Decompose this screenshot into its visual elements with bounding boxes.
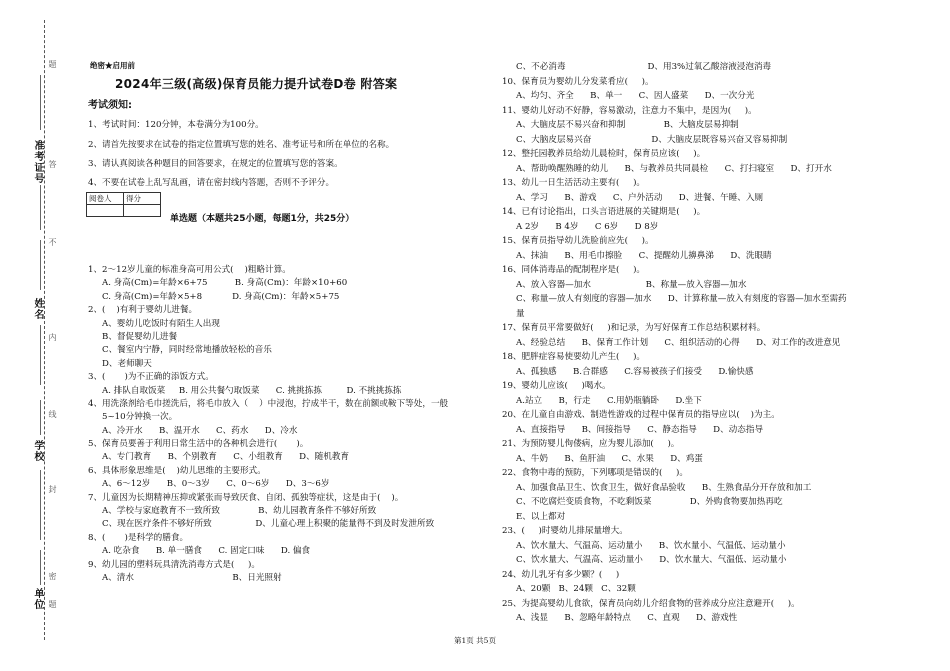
seal-mark: 封	[48, 485, 57, 493]
exam-number-label: 准考证号	[32, 140, 43, 184]
answer-option-line: A、6～12岁 B、0～3岁 C、0～6岁 D、3～6岁	[102, 479, 330, 490]
answer-option-line: A、抹油 B、用毛巾擦脸 C、提醒幼儿擤鼻涕 D、洗眼睛	[516, 250, 772, 261]
question-line: 11、婴幼儿好动不好静，容易激动，注意力不集中，是因为( )。	[502, 105, 757, 116]
answer-option-line: A. 身高(Cm)=年龄×6+75 B. 身高(Cm)：年龄×10+60	[102, 278, 348, 289]
question-line: 25、为提高婴幼儿食欲，保育员向幼儿介绍食物的营养成分应注意避开( )。	[502, 598, 800, 609]
question-line: 19、婴幼儿应该( )喝水。	[502, 381, 611, 391]
question-line: 16、同体消毒品的配制程序是( )。	[502, 265, 646, 275]
answer-option-line: A、冷开水 B、温开水 C、药水 D、冷水	[102, 425, 298, 436]
question-line: 17、保育员平常要做好( )和记录，为写好保育工作总结积累材料。	[502, 323, 766, 333]
question-line: 14、已有讨论指出，口头言语进展的关键期是( )。	[502, 207, 706, 217]
school-field-2[interactable]	[40, 470, 41, 540]
question-line: 21、为预防婴儿佝偻病，应为婴儿添加( )。	[502, 439, 680, 449]
seal-mark: 密	[48, 572, 57, 580]
exam-number-field[interactable]	[40, 75, 41, 130]
seal-mark: 答	[48, 160, 57, 168]
answer-option-line: A、学习 B、游戏 C、户外活动 D、进餐、午睡、入厕	[516, 192, 764, 203]
answer-option-line: C、称量—放人有刻度的容器—加水 D、计算称量—放入有刻度的容器—加水至需药	[516, 294, 847, 304]
answer-option-line: A、20颗 B、24颗 C、32颗	[516, 584, 636, 594]
question-line: 13、幼儿一日生活活动主要有( )。	[502, 178, 646, 188]
question-line: 20、在儿童自由游戏、制造性游戏的过程中保育员的指导应以( )为主。	[502, 410, 780, 420]
instruction-item: 1、考试时间：120分钟，本卷满分为100分。	[88, 120, 264, 130]
seal-line	[44, 20, 45, 640]
answer-option-line: A、牛奶 B、鱼肝油 C、水果 D、鸡蛋	[516, 453, 703, 464]
question-line: 5、保育员要善于利用日常生活中的各种机会进行( )。	[88, 439, 309, 450]
answer-option-line: A、清水 B、日光照射	[102, 572, 282, 583]
question-line: 8、( )是科学的膳食。	[88, 532, 189, 543]
instructions-title: 考试须知:	[88, 100, 132, 111]
answer-option-line: A、饮水量大、气温高、运动量小 B、饮水量小、气温低、运动量小	[516, 540, 786, 551]
question-line: 24、幼儿乳牙有多少颗？( )	[502, 569, 620, 580]
section-heading: 单选题（本题共25小题，每题1分，共25分）	[170, 214, 355, 224]
answer-option-line: A、婴幼儿吃饭时有陌生人出现	[102, 318, 220, 329]
instruction-item: 3、请认真阅读各种题目的回答要求，在规定的位置填写您的答案。	[88, 159, 343, 169]
question-line: 12、整托园教养员给幼儿晨检时，保育员应该( )。	[502, 149, 706, 159]
question-line: 2、( )有利于婴幼儿进餐。	[88, 305, 198, 316]
question-line: 4、用洗涤剂给毛巾搓洗后，将毛巾放入（ ）中浸泡，拧成半干，数在前额或鞍下等处，一般	[88, 398, 449, 409]
question-line: 1、2～12岁儿童的标准身高可用公式( )粗略计算。	[88, 265, 291, 275]
answer-option-line: C、大脑皮层易兴奋 D、大脑皮层既容易兴奋又容易抑制	[516, 134, 788, 145]
answer-option-line: A、大脑皮层不易兴奋和抑制 B、大脑皮层易抑制	[516, 120, 739, 130]
question-line: 9、幼儿园的塑料玩具清洗消毒方式是( )。	[88, 559, 260, 570]
question-line: 22、食物中毒的预防，下列哪项是错误的( )。	[502, 468, 688, 478]
question-line: 7、儿童因为长期精神压抑或紧张而导致厌食、自闭、孤独等症状，这是由于( )。	[88, 492, 404, 503]
left-column	[88, 264, 478, 585]
answer-option-line: A、直接指导 B、间接指导 C、静态指导 D、动态指导	[516, 424, 764, 435]
seal-mark: 题	[48, 600, 57, 608]
seal-mark: 内	[48, 333, 57, 341]
answer-option-line: C. 身高(Cm)=年龄×5+8 D. 身高(Cm)：年龄×5+75	[102, 291, 340, 302]
answer-option-line: C、不必消毒 D、用3%过氧乙酸溶液浸泡消毒	[516, 62, 772, 72]
question-line: 18、肥胖症容易使要幼儿产生( )。	[502, 352, 646, 362]
answer-option-line: A、放入容器—加水 B、称量—放入容器—加水	[516, 279, 747, 290]
unit-field[interactable]	[40, 550, 41, 585]
answer-option-line: C、饮水量大、气温高、运动量小 D、饮水量大、气温低、运动量小	[516, 555, 787, 565]
answer-option-line: A、均匀、齐全 B、单一 C、因人盛菜 D、一次分光	[516, 91, 755, 101]
seal-mark: 不	[48, 238, 57, 246]
right-column	[502, 60, 922, 626]
instruction-item: 2、请首先按要求在试卷的指定位置填写您的姓名、准考证号和所在单位的名称。	[88, 140, 395, 150]
answer-option-line: C、不吃腐烂变质食物，不吃剩饭菜 D、外购食物要加热再吃	[516, 497, 783, 507]
answer-option-line: A、孤独感 B.合群感 C.容易被孩子们接受 D.愉快感	[516, 366, 754, 377]
name-field-2[interactable]	[40, 325, 41, 385]
answer-option-line: A. 排队自取饭菜 B. 用公共餐勺取饭菜 C. 挑挑拣拣 D. 不挑挑拣拣	[102, 385, 402, 396]
score-cell[interactable]	[124, 205, 161, 217]
answer-option-line: C、现在医疗条件不够好所致 D、儿童心理上积聚的能量得不到及时发泄所致	[102, 519, 435, 530]
confidential-mark: 绝密★启用前	[90, 61, 135, 70]
seal-mark: 线	[48, 410, 57, 418]
answer-option-line: D、老师聊天	[102, 358, 152, 369]
page-title: 2024年三级(高级)保育员能力提升试卷D卷 附答案	[115, 77, 398, 91]
answer-option-line: A、专门教育 B、个别教育 C、小组教育 D、随机教育	[102, 452, 350, 463]
question-line: 6、具体形象思维是( )幼儿思维的主要形式。	[88, 465, 266, 476]
score-box	[86, 192, 161, 217]
answer-option-line: A. 吃杂食 B. 单一膳食 C. 固定口味 D. 偏食	[102, 546, 311, 557]
school-label: 学校	[32, 440, 43, 462]
instruction-item: 4、不要在试卷上乱写乱画，请在密封线内答题，否则不予评分。	[88, 178, 335, 188]
answer-option-line: A.站立 B，行走 C.用奶瓶躺卧 D.坐下	[516, 395, 702, 406]
answer-option-line: A 2岁 B 4岁 C 6岁 D 8岁	[516, 221, 659, 232]
question-line: 3、( )为不正确的添饭方式。	[88, 372, 214, 383]
unit-label: 单位	[32, 588, 43, 610]
answer-option-line: A、经验总结 B、保育工作计划 C、组织活动的心得 D、对工作的改进意见	[516, 337, 841, 348]
answer-option-line: 5~10分钟换一次。	[102, 412, 178, 423]
name-label: 姓名	[32, 298, 43, 320]
answer-option-line: C、餐室内宁静，同时经常地播放轻松的音乐	[102, 345, 272, 356]
answer-option-line: A、加强食品卫生、饮食卫生，做好食品验收 B、生熟食品分开存放和加工	[516, 482, 812, 493]
page-footer: 第1页 共5页	[454, 636, 496, 645]
reviewer-label: 阅卷人	[87, 193, 124, 205]
school-field[interactable]	[40, 400, 41, 435]
answer-option-line: 量	[516, 308, 525, 319]
answer-option-line: A、浅显 B、忽略年龄特点 C、直观 D、游戏性	[516, 613, 738, 623]
question-line: 15、保育员指导幼儿洗脸前应先( )。	[502, 236, 654, 246]
answer-option-line: A、帮助唤醒熟睡的幼儿 B、与教养员共同晨检 C、打扫寝室 D、打开水	[516, 163, 832, 174]
exam-number-field-2[interactable]	[40, 185, 41, 230]
answer-option-line: B、督促婴幼儿进餐	[102, 331, 178, 342]
reviewer-cell[interactable]	[87, 205, 124, 217]
question-line: 23、( )时婴幼儿排尿量增大。	[502, 526, 628, 536]
answer-option-line: A、学校与家庭教育不一致所致 B、幼儿园教育条件不够好所致	[102, 506, 377, 517]
answer-option-line: E、以上都对	[516, 511, 566, 522]
seal-mark: 题	[48, 60, 57, 68]
score-label: 得分	[124, 193, 161, 205]
name-field[interactable]	[40, 240, 41, 290]
question-line: 10、保育员为婴幼儿分发菜肴应( )。	[502, 76, 654, 87]
